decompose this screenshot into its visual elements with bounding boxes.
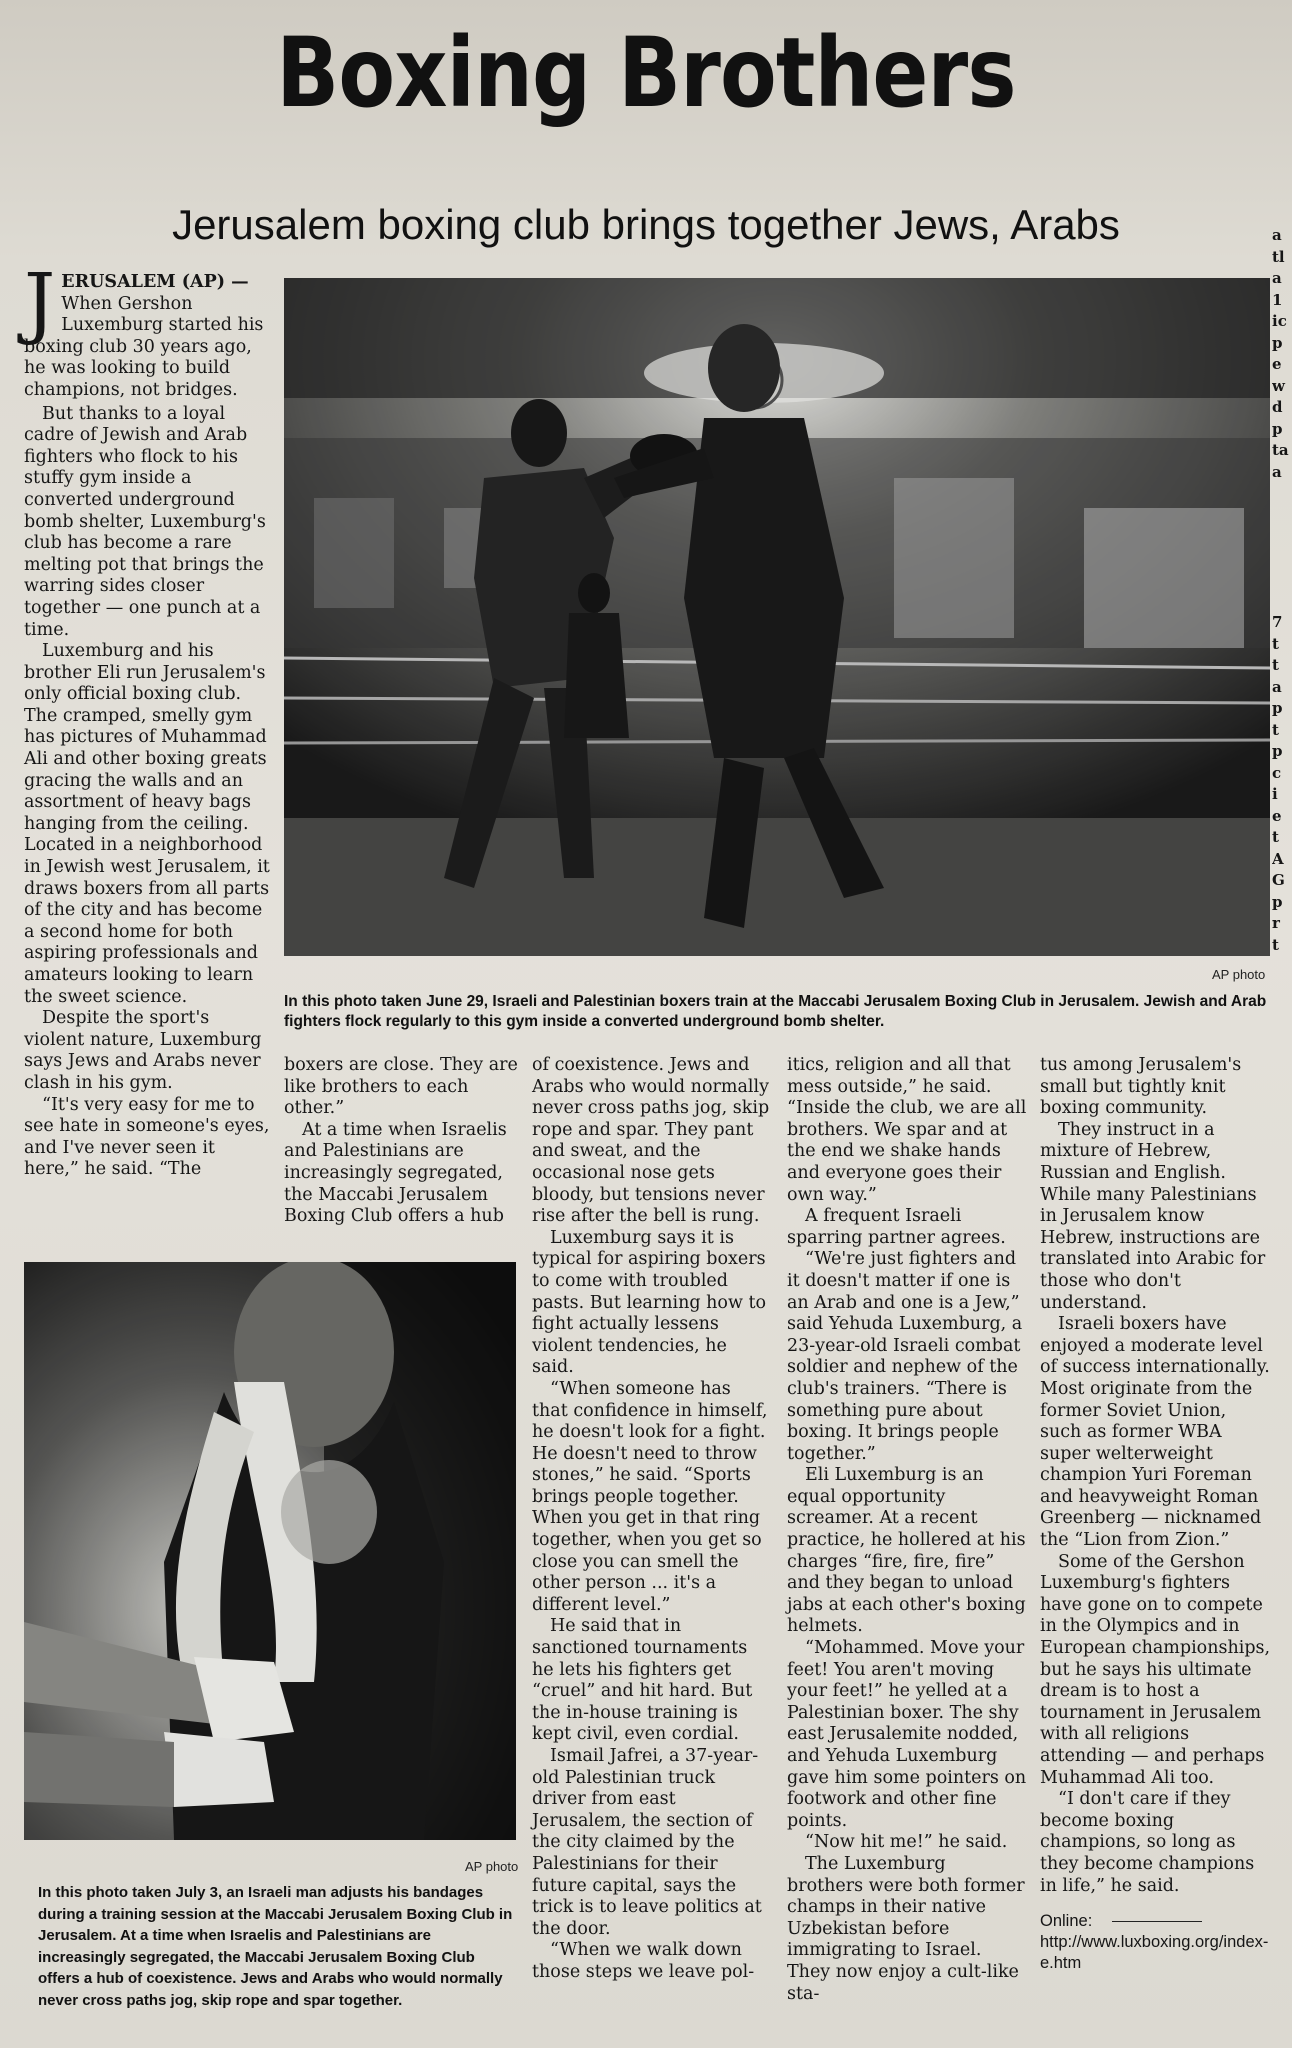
paragraph: “When someone has that confidence in himself, he doesn't look for a fight. He doesn't need to throw stones,” he said. “Sports brings people together. When you get in that ring together, when you get so close you can smell the other person ... it's a different level.” xyxy=(532,1378,768,1615)
paragraph: of coexistence. Jews and Arabs who would normally never cross paths jog, skip rope and spar. They pant and sweat, and the occasional nose gets bloody, but tensions never rise after the bell is rung. xyxy=(532,1055,770,1227)
photo-boxers-sparring xyxy=(284,278,1270,956)
online-label: Online: xyxy=(1040,1912,1093,1931)
online-box xyxy=(1040,1911,1272,1974)
edge-text: 7 xyxy=(1272,613,1283,631)
headline: Boxing Brothers xyxy=(276,17,1016,129)
paragraph: “It's very easy for me to see hate in someone's eyes, and I've never seen it here,” he said. “The xyxy=(24,1094,270,1180)
photo-bandaged-hands xyxy=(24,1262,516,1840)
edge-text: p xyxy=(1272,333,1283,352)
paragraph: Despite the sport's violent nature, Luxemburg says Jews and Arabs never clash in his gym. xyxy=(24,1008,262,1093)
drop-cap: J xyxy=(24,258,56,348)
online-url: http://www.luxboxing.org/index-e.htm xyxy=(1040,1933,1269,1973)
photo-caption: In this photo taken July 3, an Israeli man adjusts his bandages during a training session at the Maccabi Jerusalem Boxing Club in Jerusalem. At a time when Israelis and Palestinians are increasingly segregated, the Maccabi Jerusalem Boxing Club offers a hub of coexistence. Jews and Arabs who would normally never cross paths jog, skip rope and spar together. xyxy=(38,1884,513,2009)
edge-text: t xyxy=(1272,720,1279,739)
edge-text: a xyxy=(1272,269,1282,287)
edge-text: 1 xyxy=(1272,290,1283,309)
paragraph: They instruct in a mixture of Hebrew, Russian and English. While many Palestinians in Jerusalem know Hebrew, instructions are translated into Arabic for those who don't understand. xyxy=(1040,1119,1266,1313)
subheadline: Jerusalem boxing club brings together Jews, Arabs xyxy=(172,201,1120,248)
paragraph: Ismail Jafrei, a 37-year-old Palestinian truck driver from east Jerusalem, the section of the city claimed by the Palestinians for their future capital, says the trick is to leave politics at the door. xyxy=(532,1746,762,1939)
edge-fragments-top xyxy=(1272,225,1292,483)
bandage-photo-image xyxy=(24,1262,516,1840)
photo-credit: AP photo xyxy=(465,1859,519,1874)
paragraph: boxers are close. They are like brothers to each other.” xyxy=(284,1055,518,1119)
edge-text: ta xyxy=(1272,441,1289,459)
edge-text: t xyxy=(1272,634,1279,653)
paragraph: tus among Jerusalem's small but tightly knit boxing community. xyxy=(1040,1055,1242,1119)
paragraph: Israeli boxers have enjoyed a moderate level of success internationally. Most originate from the former Soviet Union, such as former WBA super welterweight champion Yuri Foreman and heavyweight Roman Greenberg — nicknamed the “Lion from Zion.” xyxy=(1040,1314,1270,1551)
edge-text: a xyxy=(1272,226,1282,244)
paragraph: “We're just fighters and it doesn't matter if one is an Arab and one is a Jew,” said Yehuda Luxemburg, a 23-year-old Israeli combat soldier and nephew of the club's trainers. “There is something pure about boxing. It brings people together.” xyxy=(787,1249,1023,1464)
sparring-photo-image xyxy=(284,278,1270,956)
paragraph: itics, religion and all that mess outside,” he said. “Inside the club, we are all brothers. We spar and at the end we shake hands and everyone goes their own way.” xyxy=(787,1055,1027,1205)
article-column-2 xyxy=(284,1055,524,1228)
edge-text: d xyxy=(1272,398,1283,416)
photo-credit: AP photo xyxy=(1212,967,1266,982)
article-column-1 xyxy=(24,258,270,1181)
edge-fragments-mid xyxy=(1272,612,1292,956)
edge-text: t xyxy=(1272,656,1279,674)
divider xyxy=(1112,1921,1202,1922)
edge-text: G xyxy=(1272,871,1285,889)
photo-caption: In this photo taken June 29, Israeli and Palestinian boxers train at the Maccabi Jerusalem Boxing Club in Jerusalem. Jewish and Arab fighters flock regularly to this gym inside a converted underground bomb shelter. xyxy=(284,993,1267,1030)
edge-text: e xyxy=(1272,355,1282,373)
paragraph: At a time when Israelis and Palestinians are increasingly segregated, the Maccabi Jerusalem Boxing Club offers a hub xyxy=(284,1119,507,1227)
paragraph: “I don't care if they become boxing champions, so long as they become champions in life,” he said. xyxy=(1040,1789,1255,1896)
article-column-3 xyxy=(532,1055,772,1984)
edge-text: w xyxy=(1272,376,1285,395)
edge-text: p xyxy=(1272,742,1283,760)
paragraph: But thanks to a loyal cadre of Jewish and Arab fighters who flock to his stuffy gym inside a converted underground bomb shelter, Luxemburg's club has become a rare melting pot that brings the warring sides closer together — one punch at a time. xyxy=(24,403,266,640)
edge-text: a xyxy=(1272,677,1282,696)
edge-text: tl xyxy=(1272,247,1285,266)
article-column-5 xyxy=(1040,1055,1272,1974)
paragraph: He said that in sanctioned tournaments he lets his fighters get “cruel” and hit hard. But the in-house training is kept civil, even cordial. xyxy=(532,1616,753,1745)
edge-text: r xyxy=(1272,914,1280,932)
edge-text: ic xyxy=(1272,312,1287,330)
paragraph: “When we walk down those steps we leave pol- xyxy=(532,1940,755,1982)
paragraph: Luxemburg says it is typical for aspiring boxers to come with troubled pasts. But learning how to fight actually lessens violent tendencies, he said. xyxy=(532,1227,767,1378)
edge-text: p xyxy=(1272,699,1283,717)
paragraph: Luxemburg and his brother Eli run Jerusalem's only official boxing club. The cramped, smelly gym has pictures of Muhammad Ali and other boxing greats gracing the walls and an assortment of heavy bags hanging from the ceiling. Located in a neighborhood in Jewish west Jerusalem, it draws boxers from all parts of the city and has become a second home for both aspiring professionals and amateurs looking to learn the sweet science. xyxy=(24,641,270,1007)
paragraph: When Gershon Luxemburg started his boxing club 30 years ago, he was looking to build champions, not bridges. xyxy=(24,293,264,400)
paragraph: “Mohammed. Move your feet! You aren't moving your feet!” he yelled at a Palestinian boxer. The shy east Jerusalemite nodded, and Yehuda Luxemburg gave him some pointers on footwork and other fine points. xyxy=(787,1638,1027,1831)
edge-text: p xyxy=(1272,892,1283,911)
edge-text: t xyxy=(1272,828,1279,846)
paragraph: The Luxemburg brothers were both former champs in their native Uzbekistan before immigrating to Israel. They now enjoy a cult-like sta- xyxy=(787,1853,1025,2004)
edge-text: i xyxy=(1272,785,1278,803)
edge-text: c xyxy=(1272,763,1282,782)
article-column-4 xyxy=(787,1055,1027,2005)
paragraph: A frequent Israeli sparring partner agrees. xyxy=(787,1206,1006,1248)
dateline: ERUSALEM (AP) — xyxy=(61,272,249,292)
edge-text: A xyxy=(1272,849,1284,868)
edge-text: t xyxy=(1272,935,1279,954)
edge-text: p xyxy=(1272,419,1283,438)
paragraph: Some of the Gershon Luxemburg's fighters have gone on to compete in the Olympics and in European championships, but he says his ultimate dream is to host a tournament in Jerusalem with all religions attending — and perhaps Muhammad Ali too. xyxy=(1040,1551,1271,1788)
paragraph: “Now hit me!” he said. xyxy=(805,1832,1008,1853)
paragraph: Eli Luxemburg is an equal opportunity screamer. At a recent practice, he hollered at his charges “fire, fire, fire” and they began to unload jabs at each other's boxing helmets. xyxy=(787,1465,1026,1637)
edge-text: e xyxy=(1272,806,1282,825)
edge-text: a xyxy=(1272,462,1282,481)
